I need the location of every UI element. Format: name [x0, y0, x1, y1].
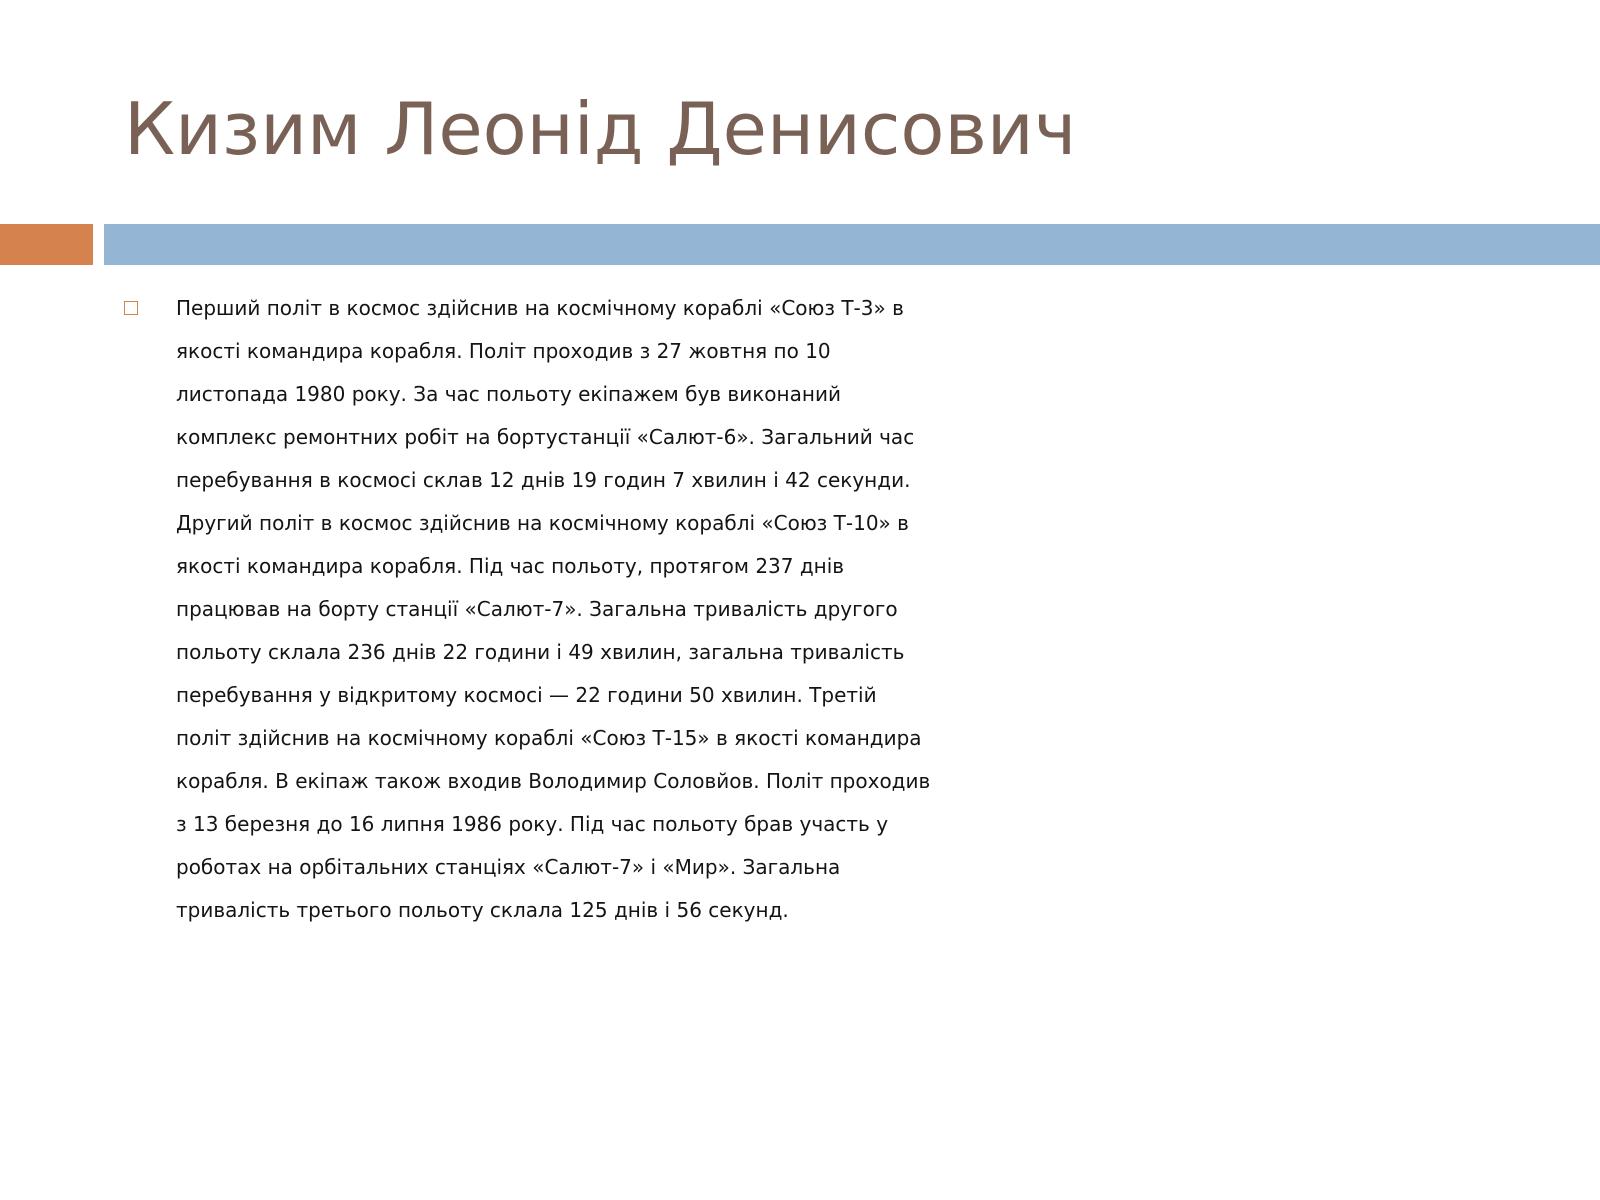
paragraph-line: перебування в космосі склав 12 днів 19 годин 7 хвилин і 42 секунди.: [176, 468, 911, 492]
slide-title: Кизим Леонід Денисович: [124, 87, 1077, 171]
paragraph-line: працював на борту станції «Салют-7». Загальна тривалість другого: [176, 597, 898, 621]
paragraph-line: з 13 березня до 16 липня 1986 року. Під час польоту брав участь у: [176, 812, 889, 836]
paragraph-line: якості командира корабля. Політ проходив з 27 жовтня по 10: [176, 339, 831, 363]
paragraph-line: тривалість третього польоту склала 125 днів і 56 секунд.: [176, 898, 789, 922]
paragraph-line: листопада 1980 року. За час польоту екіпажем був виконаний: [176, 382, 841, 406]
paragraph-line: політ здійснив на космічному кораблі «Союз Т-15» в якості командира: [176, 726, 922, 750]
paragraph-line: корабля. В екіпаж також входив Володимир Соловйов. Політ проходив: [176, 769, 931, 793]
paragraph-line: роботах на орбітальних станціях «Салют-7» і «Мир». Загальна: [176, 855, 841, 879]
accent-bar-orange: [0, 224, 93, 265]
bullet-paragraph: [176, 287, 1524, 932]
paragraph-line: перебування у відкритому космосі — 22 години 50 хвилин. Третій: [176, 683, 877, 707]
slide-body: [124, 287, 1524, 932]
bullet-item: [124, 287, 1524, 932]
paragraph-line: Другий політ в космос здійснив на космічному кораблі «Союз Т-10» в: [176, 511, 909, 535]
paragraph-line: Перший політ в космос здійснив на космічному кораблі «Союз Т-3» в: [176, 296, 904, 320]
paragraph-line: якості командира корабля. Під час польоту, протягом 237 днів: [176, 554, 845, 578]
square-bullet-icon: [124, 301, 138, 315]
paragraph-line: комплекс ремонтних робіт на бортустанції «Салют-6». Загальний час: [176, 425, 915, 449]
paragraph-line: польоту склала 236 днів 22 години і 49 хвилин, загальна тривалість: [176, 640, 905, 664]
accent-bar-blue: [104, 224, 1600, 265]
